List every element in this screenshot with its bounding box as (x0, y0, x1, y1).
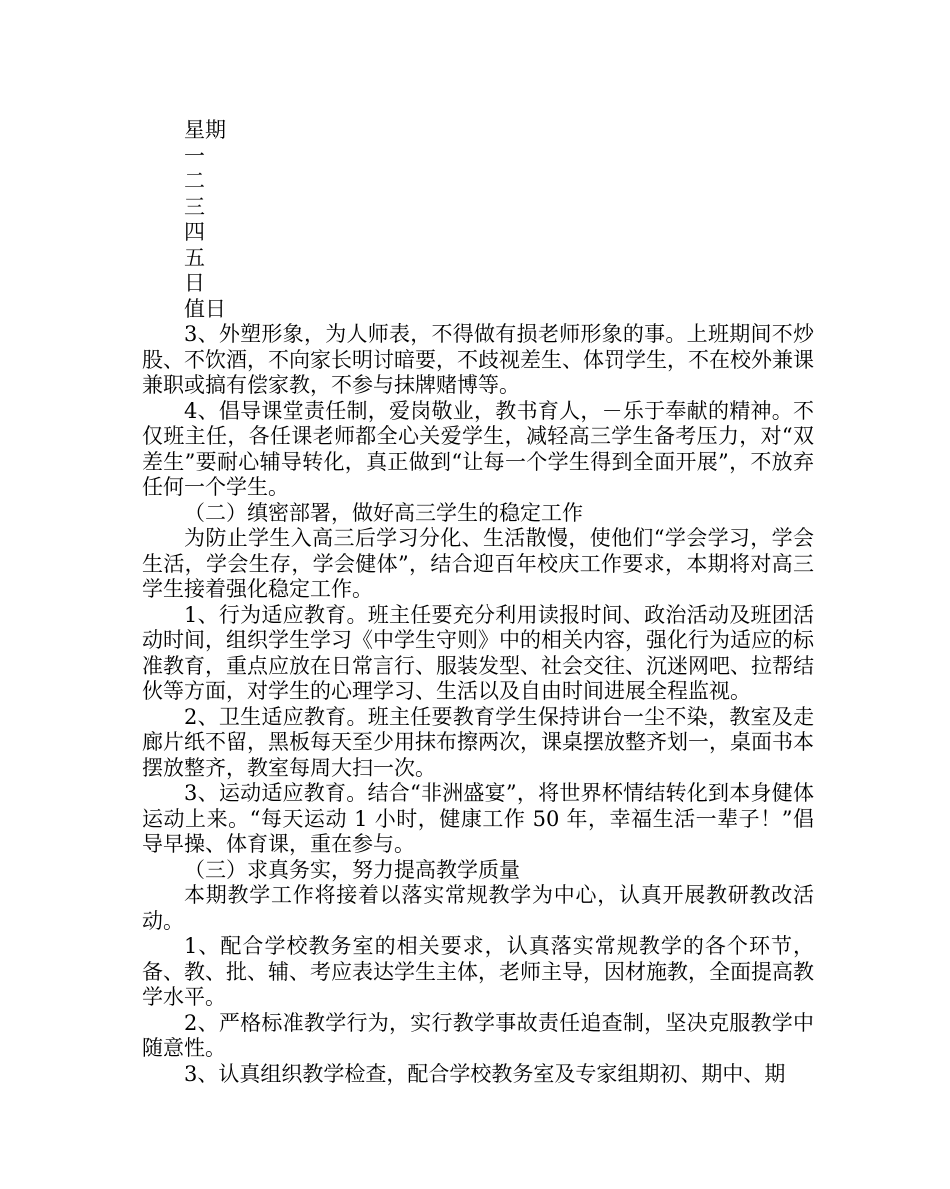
schedule-cell-weekday-header: 星期 (184, 118, 226, 142)
schedule-cell-duty: 值日 (184, 296, 226, 321)
paragraph-hygiene-education: 2、卫生适应教育。班主任要教育学生保持讲台一尘不染，教室及走廊片纸不留，黑板每天至少用抹布擦两次，课桌摆放整齐划一，桌面书本摆放整齐，教室每周大扫一次。 (142, 704, 814, 780)
paragraph-behavior-education: 1、行为适应教育。班主任要充分利用读报时间、政治活动及班团活动时间，组织学生学习《中学生守则》中的相关内容，强化行为适应的标准教育，重点应放在日常言行、服装发型、社会交往、沉迷网吧、拉帮结伙等方面，对学生的心理学习、生活以及自由时间进展全程监视。 (142, 602, 814, 703)
paragraph-image-conduct: 3、外塑形象，为人师表，不得做有损老师形象的事。上班期间不炒股、不饮酒，不向家长明讨暗要，不歧视差生、体罚学生，不在校外兼课兼职或搞有偿家教，不参与抹牌赌博等。 (142, 322, 814, 397)
paragraph-teaching-intro: 本期教学工作将接着以落实常规教学为中心，认真开展教研教改活动。 (142, 883, 814, 933)
paragraph-teaching-standards: 2、严格标准教学行为，实行教学事故责任追查制，坚决克服教学中随意性。 (142, 1010, 814, 1060)
paragraph-teaching-inspection: 3、认真组织教学检查，配合学校教务室及专家组期初、期中、期 (184, 1061, 786, 1086)
paragraph-stability-intro: 为防止学生入高三后学习分化、生活散慢，使他们“学会学习，学会生活，学会生存，学会健体”，结合迎百年校庆工作要求，本期将对高三学生接着强化稳定工作。 (142, 526, 814, 601)
schedule-cell-wednesday: 三 (184, 194, 205, 219)
duty-schedule-cells (142, 118, 814, 322)
paragraph-classroom-responsibility: 4、倡导课堂责任制，爱岗敬业，教书育人，－乐于奉献的精神。不仅班主任，各任课老师都全心关爱学生，减轻高三学生备考压力，对“双差生”要耐心辅导转化，真正做到“让每一个学生得到全面开展”，不放弃任何一个学生。 (142, 398, 814, 499)
section-heading-stability: （二）缜密部署，做好高三学生的稳定工作 (184, 500, 583, 525)
schedule-cell-sunday: 日 (184, 271, 205, 295)
section-heading-teaching-quality: （三）求真务实，努力提高教学质量 (184, 857, 520, 882)
paragraph-sports-education: 3、运动适应教育。结合“非洲盛宴”，将世界杯情结转化到本身健体运动上来。“每天运动 1 小时，健康工作 50 年，幸福生活一辈子！”倡导早操、体育课，重在参与。 (142, 781, 814, 856)
document-page (142, 118, 814, 1087)
schedule-cell-friday: 五 (184, 245, 205, 270)
paragraph-routine-teaching: 1、配合学校教务室的相关要求，认真落实常规教学的各个环节，备、教、批、辅、考应表达学生主体，老师主导，因材施教，全面提高教学水平。 (142, 934, 814, 1009)
schedule-cell-monday: 一 (184, 143, 205, 168)
schedule-cell-tuesday: 二 (184, 169, 205, 193)
schedule-cell-thursday: 四 (184, 220, 205, 244)
body-text (142, 322, 814, 1087)
